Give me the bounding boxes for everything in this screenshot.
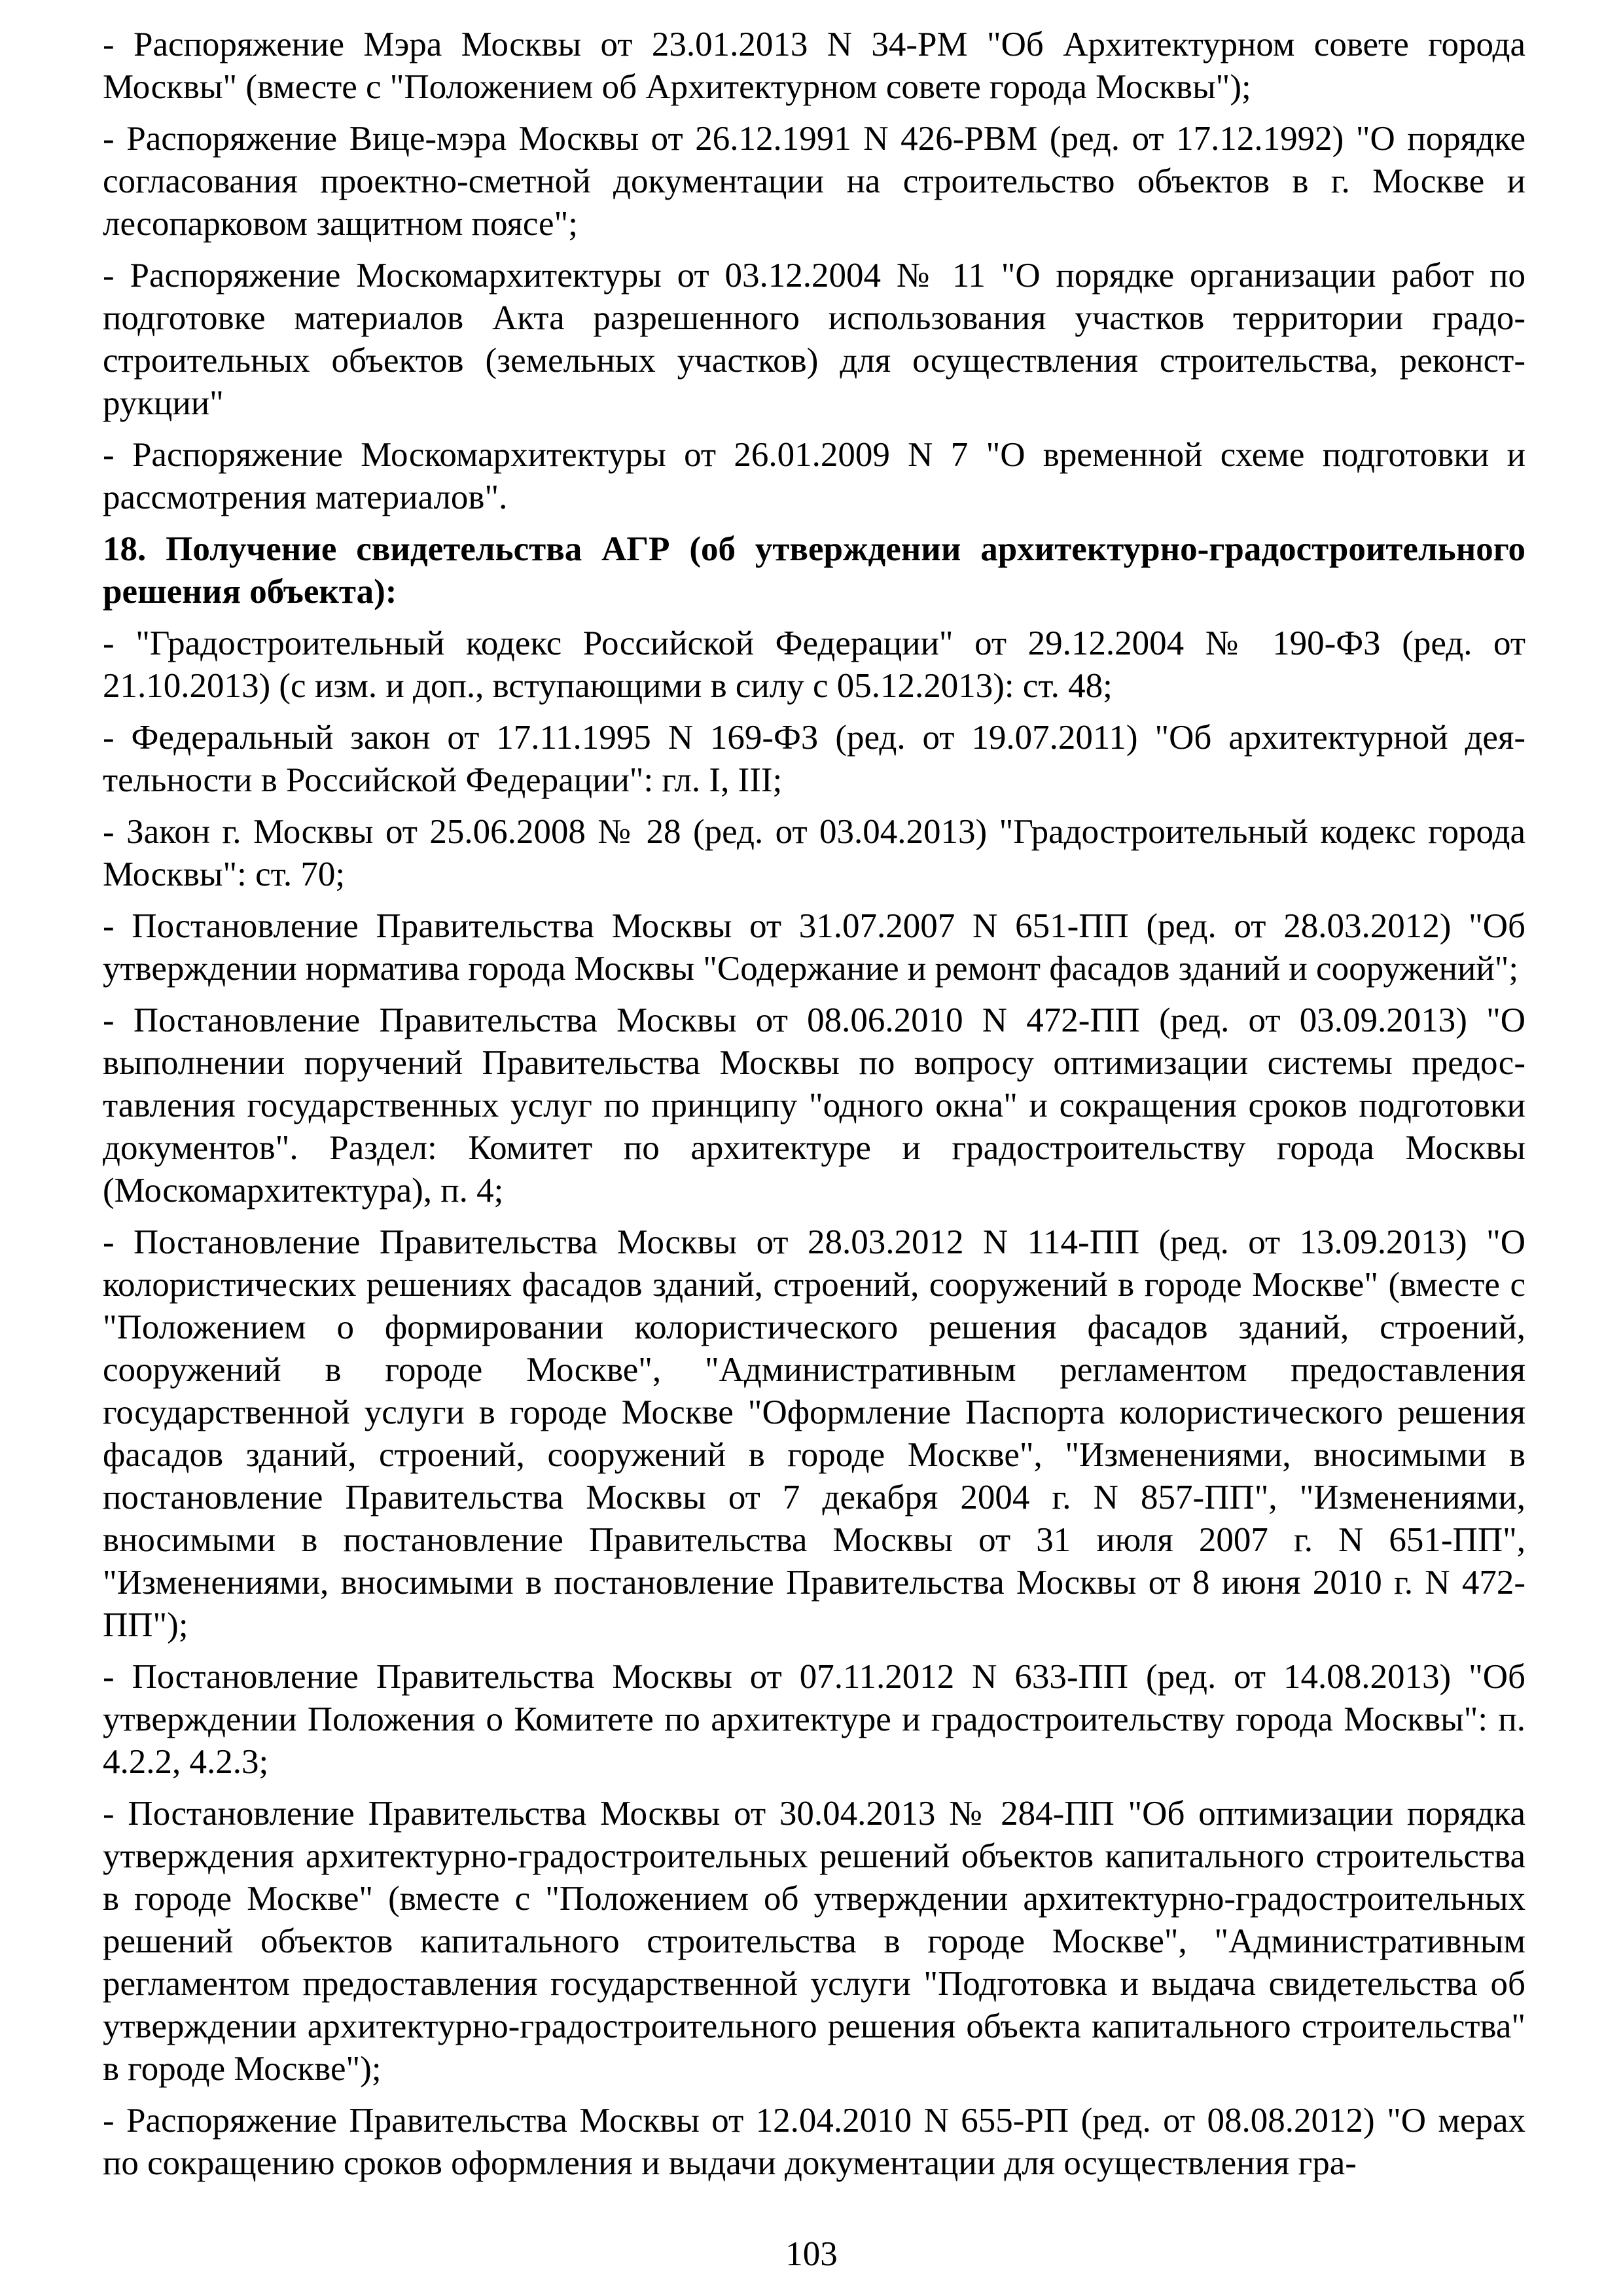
list-item: - Закон г. Москвы от 25.06.2008 № 28 (ред. от 03.04.2013) "Градостроительный кодекс города Москвы": ст. 70; bbox=[103, 813, 1525, 893]
list-item: - Постановление Правительства Москвы от 31.07.2007 N 651-ПП (ред. от 28.03.2012) "Об утверждении норматива города Москвы "Содержание и ремонт фасадов зданий и сооружений"; bbox=[103, 907, 1525, 988]
list-item: - Распоряжение Москомархитектуры от 03.12.2004 № 11 "О порядке организации работ по подготовке материалов Акта разрешенного использования участков территории градостроительных объектов (земельных участков) для осуществления строительства, реконструкции" bbox=[103, 257, 1525, 422]
list-item: - Распоряжение Вице-мэра Москвы от 26.12.1991 N 426-РВМ (ред. от 17.12.1992) "О порядке согласования проектно-сметной документации на строительство объектов в г. Москве и лесопарковом защитном поясе"; bbox=[103, 120, 1525, 243]
list-item: - Постановление Правительства Москвы от 30.04.2013 № 284-ПП "Об оптимизации порядка утверждения архитектурно-градостроительных решений объектов капитального строительства в городе Москве" (вместе с "Положением об утверждении архитектурно-градостроительных решений объектов капитального строительства в городе Москве", "Административным регламентом предоставления государственной услуги "Подготовка и выдача свидетельства об утверждении архитектурно-градостроительного решения объекта капитального строительства" в городе Москве"); bbox=[103, 1795, 1525, 2088]
list-item: - Федеральный закон от 17.11.1995 N 169-ФЗ (ред. от 19.07.2011) "Об архитектурной деятельности в Российской Федерации": гл. I, III; bbox=[103, 719, 1525, 799]
document-page bbox=[103, 24, 1525, 2194]
page-number: 103 bbox=[785, 2235, 838, 2273]
list-item: - Распоряжение Правительства Москвы от 12.04.2010 N 655-РП (ред. от 08.08.2012) "О мерах по сокращению сроков оформления и выдачи документации для осуществления гра- bbox=[103, 2102, 1525, 2182]
list-item: - Постановление Правительства Москвы от 28.03.2012 N 114-ПП (ред. от 13.09.2013) "О колористических решениях фасадов зданий, строений, сооружений в городе Москве" (вместе с "Положением о формировании колористического решения фасадов зданий, строений, сооружений в городе Москве", "Административным регламентом предоставления государственной услуги в городе Москве "Оформление Паспорта колористического решения фасадов зданий, строений, сооружений в городе Москве", "Изменениями, вносимыми в постановление Правительства Москвы от 7 декабря 2004 г. N 857-ПП", "Изменениями, вносимыми в постановление Правительства Москвы от 31 июля 2007 г. N 651-ПП", "Изменениями, вносимыми в постановление Правительства Москвы от 8 июня 2010 г. N 472-ПП"); bbox=[103, 1223, 1525, 1644]
list-item: - Постановление Правительства Москвы от 07.11.2012 N 633-ПП (ред. от 14.08.2013) "Об утверждении Положения о Комитете по архитектуре и градостроительству города Москвы": п. 4.2.2, 4.2.3; bbox=[103, 1658, 1525, 1781]
list-item: - "Градостроительный кодекс Российской Федерации" от 29.12.2004 № 190-ФЗ (ред. от 21.10.2013) (с изм. и доп., вступающими в силу с 05.12.2013): ст. 48; bbox=[103, 624, 1525, 705]
section-heading: 18. Получение свидетельства АГР (об утверждении архитектурно-градостроительного решения объекта): bbox=[103, 530, 1525, 611]
list-item: - Распоряжение Мэра Москвы от 23.01.2013 N 34-РМ "Об Архитектурном совете города Москвы" (вместе с "Положением об Архитектурном совете города Москвы"); bbox=[103, 26, 1525, 106]
list-item: - Распоряжение Москомархитектуры от 26.01.2009 N 7 "О временной схеме подготовки и рассмотрения материалов". bbox=[103, 436, 1525, 516]
list-item: - Постановление Правительства Москвы от 08.06.2010 N 472-ПП (ред. от 03.09.2013) "О выполнении поручений Правительства Москвы по вопросу оптимизации системы предоставления государственных услуг по принципу "одного окна" и сокращения сроков подготовки документов". Раздел: Комитет по архитектуре и градостроительству города Москвы (Москомархитектура), п. 4; bbox=[103, 1001, 1525, 1210]
